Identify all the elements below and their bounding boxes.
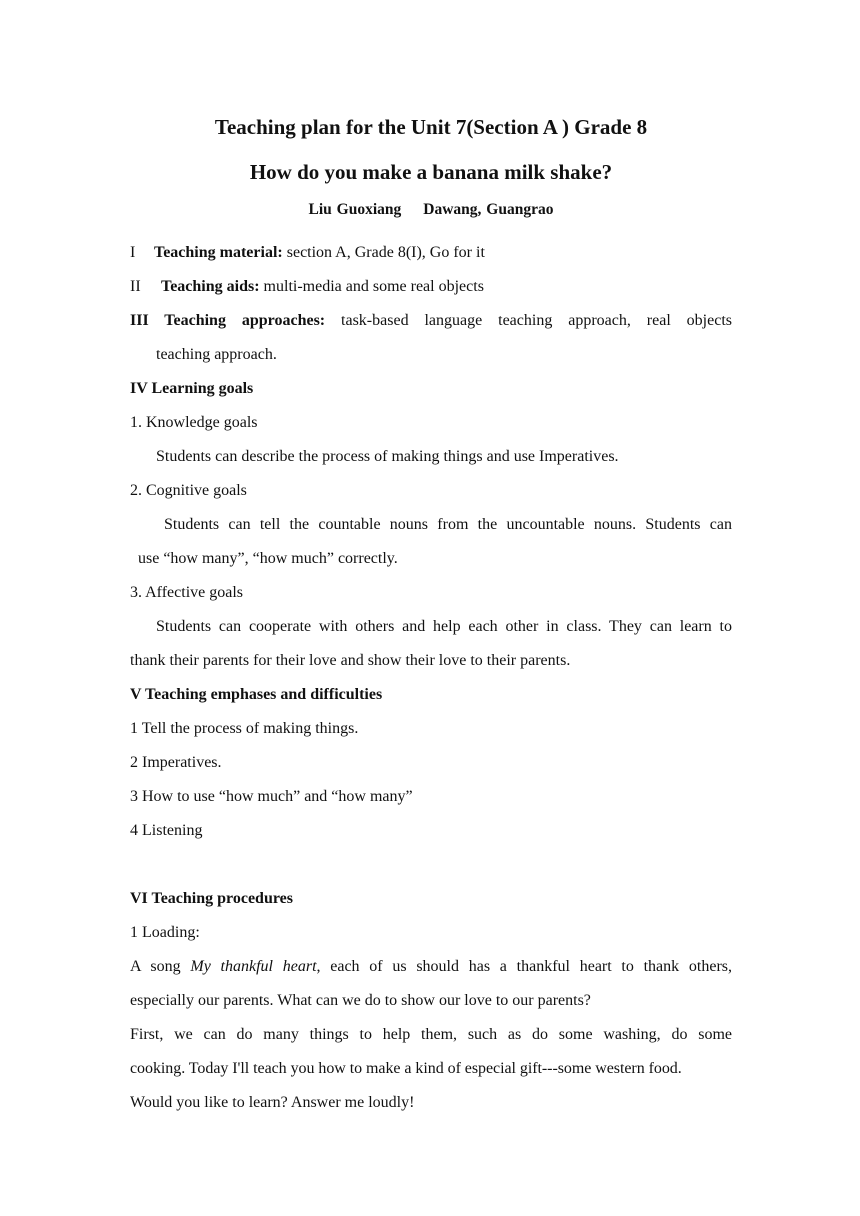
section-teaching-aids [130,270,732,304]
list-item: 1 Tell the process of making things. [130,719,359,737]
section-label: Teaching aids: [161,277,260,295]
procedure-step: 1 Loading: [130,923,200,941]
list-item: 4 Listening [130,821,203,839]
goal-text: use “how many”, “how much” correctly. [138,549,398,567]
goal-title: 1. Knowledge goals [130,413,258,431]
list-item: 2 Imperatives. [130,753,222,771]
paragraph-line: First, we can do many things to help them, such as do some washing, do some [130,1025,732,1043]
section-text: section A, Grade 8(I), Go for it [282,243,485,261]
section-number: II [130,277,141,295]
document-subtitle: How do you make a banana milk shake? [249,160,613,184]
section-number: I [130,243,136,261]
procedures-heading: VI Teaching procedures [130,889,293,907]
section-teaching-material [130,236,732,270]
author-name: Liu Guoxiang [308,201,402,218]
emphases-heading: V Teaching emphases and difficulties [130,685,383,703]
section-text: task-based language teaching approach, real objects [325,311,732,329]
section-label: Teaching material: [154,243,283,261]
text-run: A song [130,957,191,975]
paragraph-line: especially our parents. What can we do to show our love to our parents? [130,991,591,1009]
goal-text: Students can cooperate with others and help each other in class. They can learn to [156,617,732,635]
document-body [130,112,732,1120]
learning-goals-heading: IV Learning goals [130,379,254,397]
paragraph-line: Would you like to learn? Answer me loudly! [130,1093,415,1111]
goal-text: Students can describe the process of making things and use Imperatives. [156,447,619,465]
goal-text: thank their parents for their love and show their love to their parents. [130,651,571,669]
goal-title: 3. Affective goals [130,583,244,601]
paragraph-line [130,950,732,984]
author-line [130,200,732,220]
goal-text: Students can tell the countable nouns from the uncountable nouns. Students can [164,515,732,533]
author-place: Dawang, Guangrao [423,201,554,218]
section-label: III Teaching approaches: [130,311,326,329]
paragraph-line: cooking. Today I'll teach you how to make a kind of especial gift---some western food. [130,1059,682,1077]
section-text-continued: teaching approach. [156,345,277,363]
document-title: Teaching plan for the Unit 7(Section A ) Grade 8 [214,115,648,139]
song-title: My thankful heart [190,957,317,975]
section-teaching-approaches [130,304,732,338]
blank-line [130,848,732,882]
section-text: multi-media and some real objects [259,277,484,295]
goal-title: 2. Cognitive goals [130,481,247,499]
text-run: , each of us should has a thankful heart to thank others, [316,957,733,975]
list-item: 3 How to use “how much” and “how many” [130,787,413,805]
